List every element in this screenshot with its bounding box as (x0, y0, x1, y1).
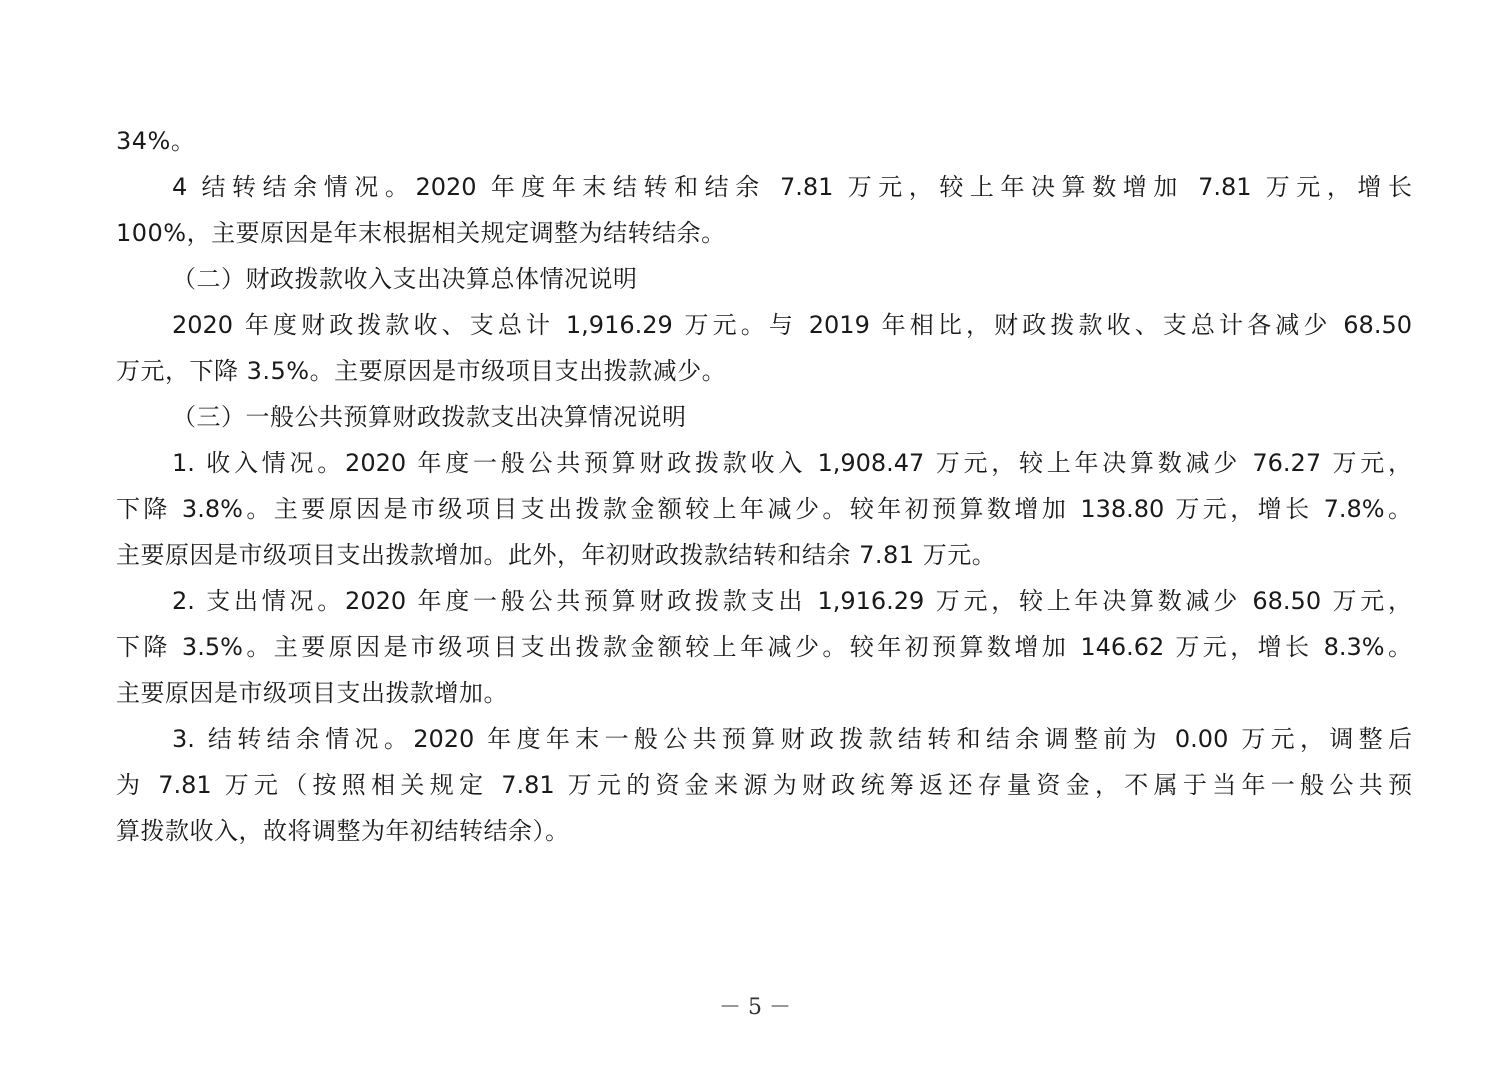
text-line-2: 4 结转结余情况。2020 年度年末结转和结余 7.81 万元，较上年决算数增加 7.81 万元，增长 (172, 173, 1412, 201)
text-line-9: 下降 3.8%。主要原因是市级项目支出拨款金额较上年减少。较年初预算数增加 138.80 万元，增长 7.8%。 (116, 495, 1412, 523)
document-body (116, 118, 1412, 854)
text-line-10: 主要原因是市级项目支出拨款增加。此外，年初财政拨款结转和结余 7.81 万元。 (116, 541, 997, 569)
text-line-12: 下降 3.5%。主要原因是市级项目支出拨款金额较上年减少。较年初预算数增加 146.62 万元，增长 8.3%。 (116, 633, 1412, 661)
text-line-6: 万元，下降 3.5%。主要原因是市级项目支出拨款减少。 (116, 357, 727, 385)
section-heading-2: （二）财政拨款收入支出决算总体情况说明 (172, 265, 638, 293)
page-number: － 5 － (719, 995, 791, 1020)
text-line-15: 为 7.81 万元（按照相关规定 7.81 万元的资金来源为财政统筹返还存量资金，不属于当年一般公共预 (116, 771, 1412, 799)
text-line-13: 主要原因是市级项目支出拨款增加。 (116, 679, 508, 707)
text-line-11: 2. 支出情况。2020 年度一般公共预算财政拨款支出 1,916.29 万元，较上年决算数减少 68.50 万元， (172, 587, 1412, 615)
text-line-5: 2020 年度财政拨款收、支总计 1,916.29 万元。与 2019 年相比，财政拨款收、支总计各减少 68.50 (172, 311, 1412, 339)
text-line-8: 1. 收入情况。2020 年度一般公共预算财政拨款收入 1,908.47 万元，较上年决算数减少 76.27 万元， (172, 449, 1412, 477)
text-line-16: 算拨款收入，故将调整为年初结转结余）。 (116, 817, 570, 845)
section-heading-3: （三）一般公共预算财政拨款支出决算情况说明 (172, 403, 687, 431)
text-line-14: 3. 结转结余情况。2020 年度年末一般公共预算财政拨款结转和结余调整前为 0.00 万元，调整后 (172, 725, 1412, 753)
text-line-3: 100%，主要原因是年末根据相关规定调整为结转结余。 (116, 219, 726, 247)
text-line-1: 34%。 (116, 127, 196, 155)
